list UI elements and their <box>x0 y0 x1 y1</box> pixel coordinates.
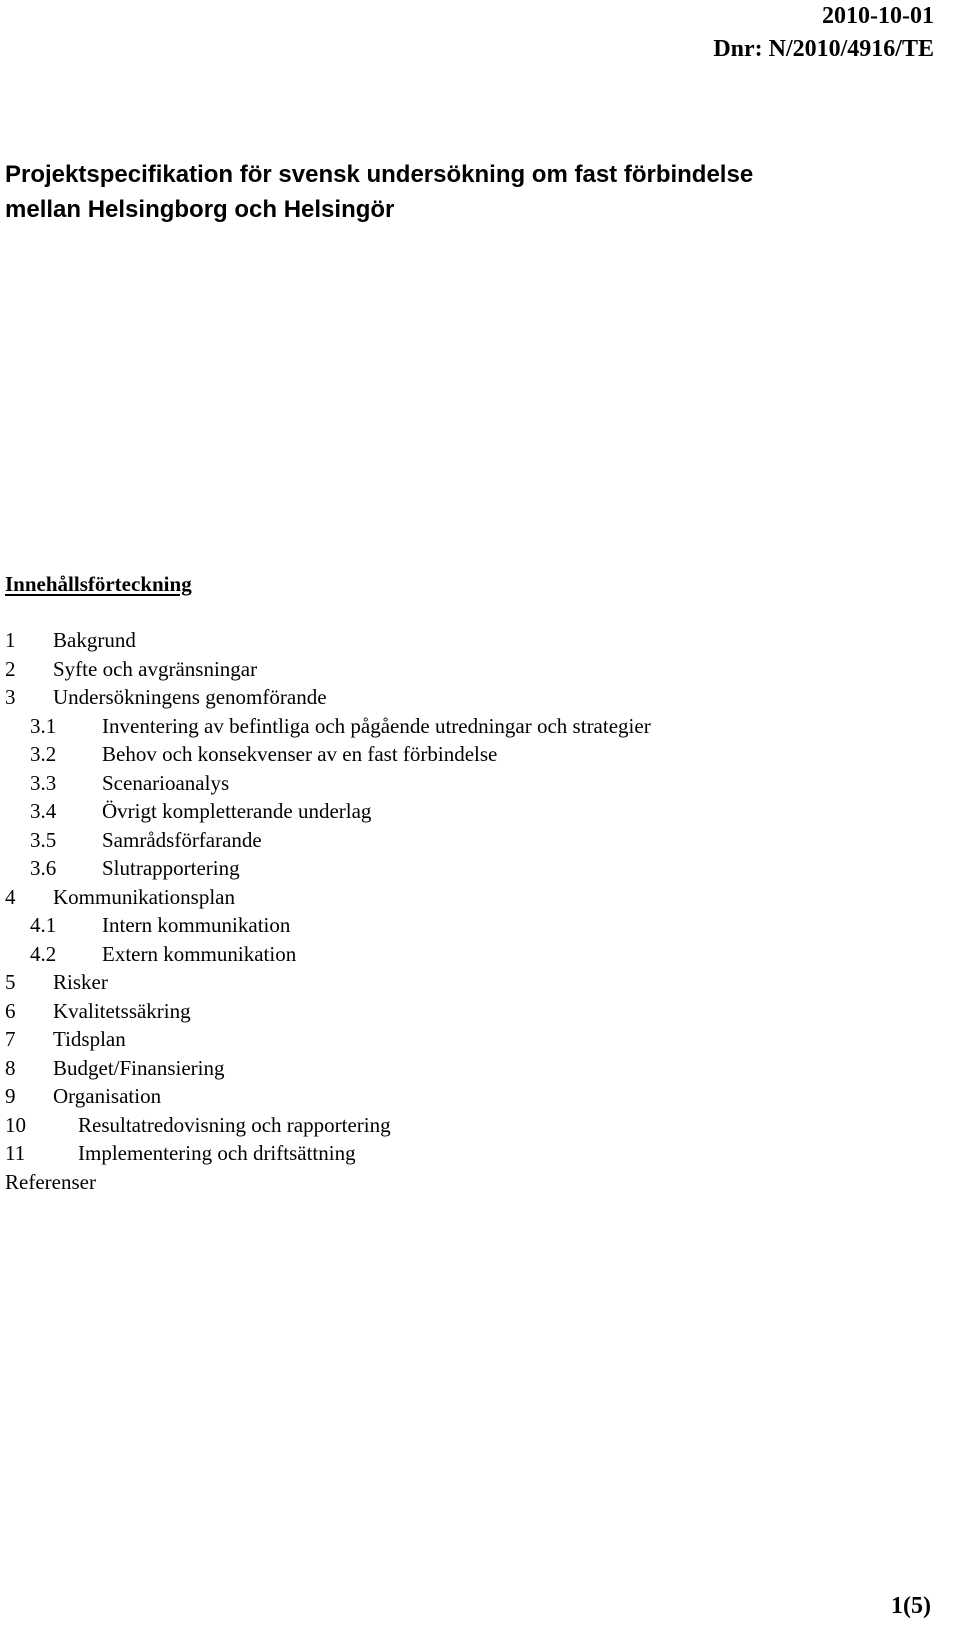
toc-item-label: Implementering och driftsättning <box>78 1141 356 1165</box>
toc-item-label: Syfte och avgränsningar <box>53 656 258 681</box>
toc-item-number: 3.2 <box>30 742 57 766</box>
toc-item-label: Bakgrund <box>53 628 136 652</box>
toc-item-number: 3.1 <box>30 713 57 738</box>
toc-item-number: 1 <box>5 628 16 652</box>
document-reference: Dnr: N/2010/4916/TE <box>713 36 934 62</box>
document-title-line-1: Projektspecifikation för svensk undersökning om fast förbindelse <box>5 161 754 188</box>
toc-item-label: Inventering av befintliga och pågående utredningar och strategier <box>102 713 651 738</box>
toc-item-number: 6 <box>5 998 16 1023</box>
document-title <box>5 157 945 227</box>
document-date: 2010-10-01 <box>822 3 934 29</box>
toc-item-number: 3 <box>5 685 16 709</box>
toc-item-label: Intern kommunikation <box>102 913 291 937</box>
toc-item-label: Tidsplan <box>53 1027 126 1051</box>
document-header <box>713 0 934 66</box>
toc-item-label: Risker <box>53 970 108 994</box>
toc-item-label: Resultatredovisning och rapportering <box>78 1112 391 1137</box>
toc-item-number: 11 <box>5 1141 26 1165</box>
toc-item-number: 10 <box>5 1112 26 1137</box>
toc-item-number: 3.6 <box>30 856 57 880</box>
toc-item-label: Samrådsförfarande <box>102 827 262 852</box>
toc-item-label: Referenser <box>5 1169 96 1194</box>
toc-item-number: 5 <box>5 970 16 994</box>
toc-item-number: 4 <box>5 884 16 909</box>
document-title-line-2: mellan Helsingborg och Helsingör <box>5 196 395 223</box>
toc-item-number: 4.2 <box>30 941 57 966</box>
toc-heading: Innehållsförteckning <box>5 572 192 596</box>
toc-item-label: Övrigt kompletterande underlag <box>102 799 372 823</box>
toc-item-number: 2 <box>5 656 16 681</box>
toc-item-label: Budget/Finansiering <box>53 1055 225 1080</box>
toc-item-number: 3.3 <box>30 770 57 795</box>
toc-item-number: 7 <box>5 1027 16 1051</box>
page-number: 1(5) <box>891 1593 931 1619</box>
toc-item-label: Slutrapportering <box>102 856 240 880</box>
toc-item-number: 9 <box>5 1084 16 1108</box>
toc-item-label: Undersökningens genomförande <box>53 685 327 709</box>
toc-item-label: Scenarioanalys <box>102 770 230 795</box>
toc-item-number: 3.5 <box>30 827 57 852</box>
toc-item-label: Organisation <box>53 1084 162 1108</box>
toc-item-label: Kvalitetssäkring <box>53 998 191 1023</box>
toc-item-number: 3.4 <box>30 799 57 823</box>
toc-item-number: 8 <box>5 1055 16 1080</box>
toc-item-label: Extern kommunikation <box>102 941 297 966</box>
toc-item-number: 4.1 <box>30 913 57 937</box>
toc-item-label: Behov och konsekvenser av en fast förbindelse <box>102 742 498 766</box>
toc-item-label: Kommunikationsplan <box>53 884 235 909</box>
